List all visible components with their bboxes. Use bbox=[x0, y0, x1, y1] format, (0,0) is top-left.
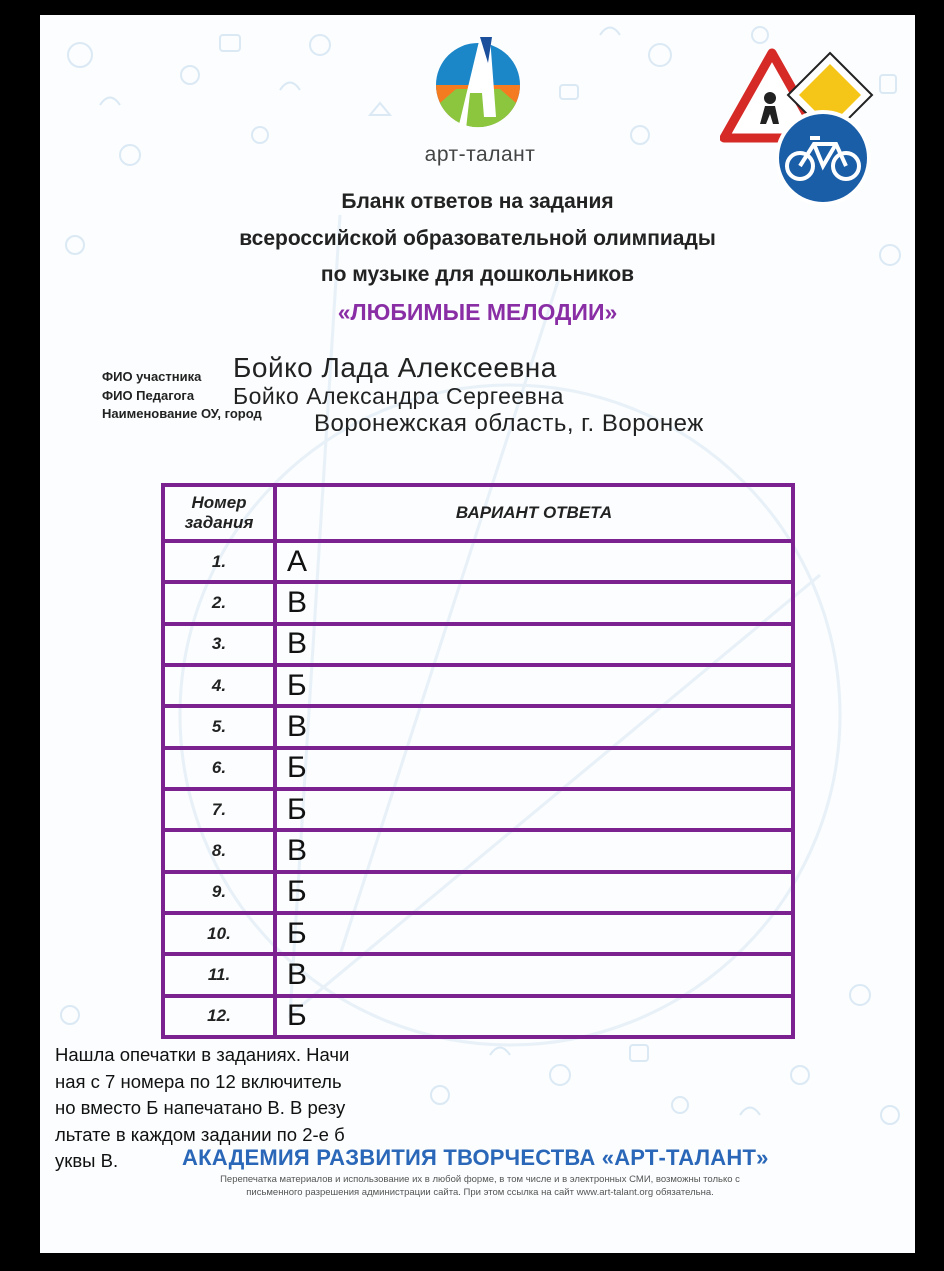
organization-label: Наименование ОУ, город bbox=[102, 406, 262, 421]
note-line: льтате в каждом задании по 2-е б bbox=[55, 1123, 345, 1145]
table-row bbox=[163, 830, 793, 871]
answer-cell: В bbox=[275, 954, 793, 995]
teacher-name: Бойко Александра Сергеевна bbox=[233, 383, 564, 409]
table-row bbox=[163, 789, 793, 830]
organization-value: Воронежская область, г. Воронеж bbox=[314, 410, 704, 437]
task-number: 2. bbox=[163, 582, 275, 623]
art-talant-logo-icon bbox=[430, 33, 526, 133]
copyright-notice bbox=[130, 1174, 830, 1199]
header-task-number-line-2: задания bbox=[184, 513, 254, 532]
answer-sheet bbox=[40, 15, 915, 1253]
answer-cell: Б bbox=[275, 665, 793, 706]
note-line: ная с 7 номера по 12 включитель bbox=[55, 1070, 342, 1092]
olympiad-name: «ЛЮБИМЫЕ МЕЛОДИИ» bbox=[337, 299, 618, 325]
task-number: 11. bbox=[163, 954, 275, 995]
teacher-label: ФИО Педагога bbox=[102, 388, 195, 403]
header-task-number-line-1: Номер bbox=[191, 493, 247, 512]
task-number: 4. bbox=[163, 665, 275, 706]
brand-name: арт-талант bbox=[424, 143, 536, 166]
task-number: 12. bbox=[163, 996, 275, 1037]
note-line: уквы В. bbox=[55, 1150, 119, 1171]
task-number: 10. bbox=[163, 913, 275, 954]
table-row bbox=[163, 748, 793, 789]
note-line: но вместо Б напечатано В. В резу bbox=[55, 1097, 346, 1118]
table-row bbox=[163, 624, 793, 665]
table-row bbox=[163, 665, 793, 706]
answer-cell: В bbox=[275, 706, 793, 747]
participant-name: Бойко Лада Алексеевна bbox=[233, 352, 557, 383]
title-line-1: Бланк ответов на задания bbox=[341, 190, 614, 213]
answer-cell: В bbox=[275, 830, 793, 871]
answer-cell: Б bbox=[275, 789, 793, 830]
academy-footer-title: АКАДЕМИЯ РАЗВИТИЯ ТВОРЧЕСТВА «АРТ-ТАЛАНТ» bbox=[182, 1145, 769, 1170]
answer-cell: Б bbox=[275, 996, 793, 1037]
answer-cell: Б bbox=[275, 872, 793, 913]
answer-cell: В bbox=[275, 624, 793, 665]
table-row bbox=[163, 996, 793, 1037]
task-number: 8. bbox=[163, 830, 275, 871]
task-number: 7. bbox=[163, 789, 275, 830]
task-number: 3. bbox=[163, 624, 275, 665]
title-line-2: всероссийской образовательной олимпиады bbox=[239, 227, 716, 250]
header-task-number bbox=[163, 485, 275, 541]
title-line-3: по музыке для дошкольников bbox=[320, 263, 635, 286]
header-answer-variant: ВАРИАНТ ОТВЕТА bbox=[275, 485, 793, 541]
answers-table bbox=[161, 483, 795, 1039]
task-number: 9. bbox=[163, 872, 275, 913]
answer-cell: Б bbox=[275, 748, 793, 789]
task-number: 6. bbox=[163, 748, 275, 789]
participant-label: ФИО участника bbox=[102, 369, 202, 384]
note-line: Нашла опечатки в заданиях. Начи bbox=[55, 1044, 350, 1065]
answer-cell: Б bbox=[275, 913, 793, 954]
table-row bbox=[163, 541, 793, 582]
table-row bbox=[163, 954, 793, 995]
answer-cell: В bbox=[275, 582, 793, 623]
road-signs-icon bbox=[720, 48, 880, 210]
copyright-line-1: Перепечатка материалов и использование их в любой форме, в том числе и в электронных СМИ, возможны только с bbox=[220, 1174, 740, 1185]
copyright-line-2: письменного разрешения администрации сайта. При этом ссылка на сайт www.art-talant.org обязательна. bbox=[246, 1186, 714, 1198]
answer-cell: А bbox=[275, 541, 793, 582]
table-row bbox=[163, 913, 793, 954]
table-row bbox=[163, 582, 793, 623]
table-row bbox=[163, 872, 793, 913]
task-number: 1. bbox=[163, 541, 275, 582]
task-number: 5. bbox=[163, 706, 275, 747]
table-row bbox=[163, 706, 793, 747]
